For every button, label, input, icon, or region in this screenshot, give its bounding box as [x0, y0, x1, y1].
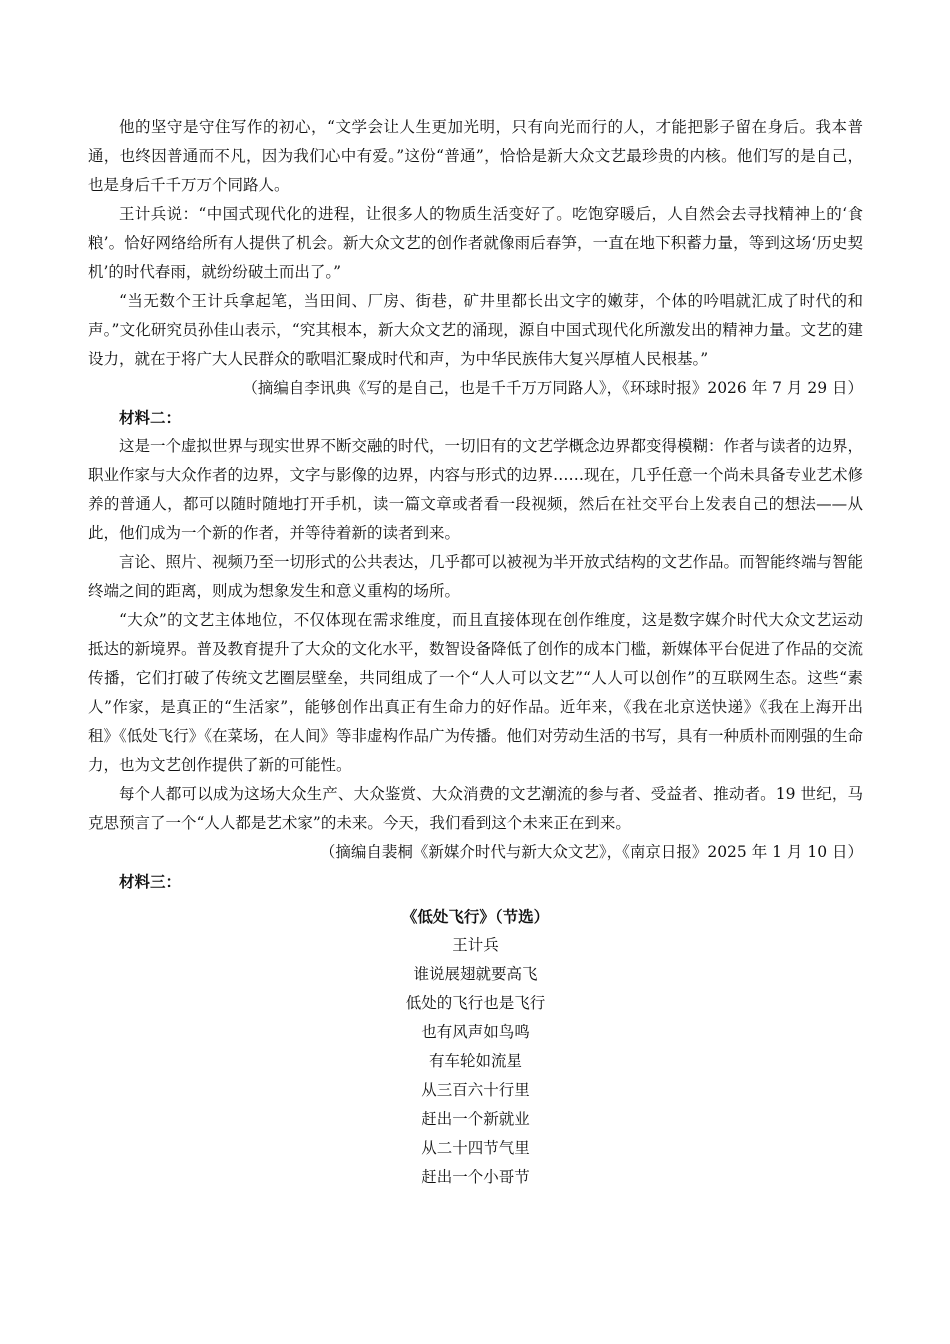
paragraph: “大众”的文艺主体地位，不仅体现在需求维度，而且直接体现在创作维度，这是数字媒介时代大众文艺运动抵达的新境界。普及教育提升了大众的文化水平，数智设备降低了创作的成本门槛，新媒体平台促进了作品的交流传播，它们打破了传统文艺圈层壁垒，共同组成了一个“人人可以文艺”“人人可以创作”的互联网生态。这些“素人”作家，是真正的“生活家”，能够创作出真正有生命力的好作品。近年来，《我在北京送快递》《我在上海开出租》《低处飞行》《在菜场，在人间》等非虚构作品广为传播。他们对劳动生活的书写，具有一种质朴而刚强的生命力，也为文艺创作提供了新的可能性。 [88, 611, 864, 774]
poem-line: 谁说展翅就要高飞 [413, 965, 538, 983]
paragraph: 这是一个虚拟世界与现实世界不断交融的时代，一切旧有的文艺学概念边界都变得模糊：作者与读者的边界，职业作家与大众作者的边界，文字与影像的边界，内容与形式的边界……现在，几乎任意一个尚未具备专业艺术修养的普通人，都可以随时随地打开手机，读一篇文章或者看一段视频，然后在社交平台上发表自己的想法——从此，他们成为一个新的作者，并等待着新的读者到来。 [88, 437, 864, 542]
source-citation: （摘编自裴桐《新媒介时代与新大众文艺》，《南京日报》2025 年 1 月 10 日） [319, 843, 863, 861]
material-three-section [88, 867, 863, 1192]
material-one-section [88, 113, 863, 403]
poem-line: 从二十四节气里 [421, 1139, 530, 1157]
material-two-section [88, 403, 863, 867]
poem-title: 《低处飞行》（节选） [401, 907, 550, 926]
paragraph: 每个人都可以成为这场大众生产、大众鉴赏、大众消费的文艺潮流的参与者、受益者、推动者。19 世纪，马克思预言了一个“人人都是艺术家”的未来。今天，我们看到这个未来正在到来。 [88, 785, 863, 832]
poem-line: 低处的飞行也是飞行 [405, 994, 546, 1012]
section-heading: 材料二： [119, 408, 182, 427]
source-citation: （摘编自李讯典《写的是自己，也是千千万万同路人》，《环球时报》2026 年 7 月 29 日） [242, 379, 863, 397]
document-body [88, 113, 863, 1192]
paragraph: “当无数个王计兵拿起笔，当田间、厂房、街巷，矿井里都长出文字的嫩芽，个体的吟唱就汇成了时代的和声。”文化研究员孙佳山表示，“究其根本，新大众文艺的涌现，源自中国式现代化所激发出的精神力量。文艺的建设力，就在于将广大人民群众的歌唱汇聚成时代和声，为中华民族伟大复兴厚植人民根基。” [88, 292, 863, 368]
poem-line: 从三百六十行里 [421, 1081, 530, 1099]
poem-line: 赶出一个新就业 [421, 1110, 530, 1128]
poem-line: 赶出一个小哥节 [421, 1168, 530, 1186]
poem [88, 902, 863, 1192]
paragraph: 他的坚守是守住写作的初心，“文学会让人生更加光明，只有向光而行的人，才能把影子留在身后。我本普通，也终因普通而不凡，因为我们心中有爱。”这份“普通”，恰恰是新大众文艺最珍贵的内核。他们写的是自己，也是身后千千万万个同路人。 [88, 118, 863, 194]
poem-line: 有车轮如流星 [428, 1052, 522, 1070]
paragraph: 王计兵说：“中国式现代化的进程，让很多人的物质生活变好了。吃饱穿暖后，人自然会去寻找精神上的‘食粮’。恰好网络给所有人提供了机会。新大众文艺的创作者就像雨后春笋，一直在地下积蓄力量，等到这场‘历史契机’的时代春雨，就纷纷破土而出了。” [88, 205, 863, 281]
section-heading: 材料三： [119, 872, 182, 891]
poem-author: 王计兵 [452, 936, 499, 954]
paragraph: 言论、照片、视频乃至一切形式的公共表达，几乎都可以被视为半开放式结构的文艺作品。而智能终端与智能终端之间的距离，则成为想象发生和意义重构的场所。 [88, 553, 864, 600]
poem-line: 也有风声如鸟鸣 [421, 1023, 530, 1041]
